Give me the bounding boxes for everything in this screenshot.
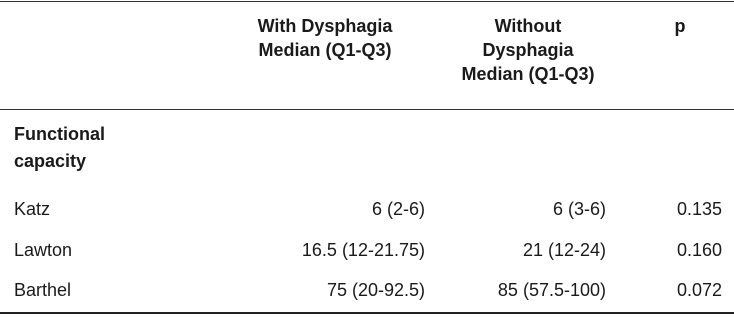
row-label: Katz <box>14 199 51 219</box>
table-row <box>0 192 734 226</box>
header-with-dysphagia-line-1: With Dysphagia <box>257 16 393 36</box>
header-without-dysphagia-line-1: Without <box>494 16 562 36</box>
table-bottom-rule <box>0 312 734 314</box>
section-functional-capacity <box>14 121 105 175</box>
cell-p-value: 0.160 <box>676 240 722 260</box>
header-without-dysphagia <box>448 14 608 86</box>
header-p-label: p <box>674 16 686 36</box>
cell-with-dysphagia: 6 (2-6) <box>371 199 425 219</box>
cell-without-dysphagia: 6 (3-6) <box>552 199 606 219</box>
cell-with-dysphagia: 75 (20-92.5) <box>326 280 425 300</box>
header-p-value <box>655 14 705 38</box>
row-label: Lawton <box>14 240 73 260</box>
cell-without-dysphagia: 21 (12-24) <box>522 240 606 260</box>
cell-with-dysphagia: 16.5 (12-21.75) <box>301 240 425 260</box>
table-row <box>0 233 734 267</box>
section-label-line-1: Functional <box>14 124 105 144</box>
table-row <box>0 273 734 307</box>
header-with-dysphagia-line-2: Median (Q1-Q3) <box>258 40 392 60</box>
section-label-line-2: capacity <box>14 151 87 171</box>
table-top-rule <box>0 1 734 2</box>
cell-p-value: 0.072 <box>676 280 722 300</box>
table-header-rule <box>0 109 734 110</box>
header-with-dysphagia <box>245 14 405 62</box>
row-label: Barthel <box>14 280 72 300</box>
cell-without-dysphagia: 85 (57.5-100) <box>497 280 606 300</box>
header-without-dysphagia-line-3: Median (Q1-Q3) <box>461 64 595 84</box>
header-without-dysphagia-line-2: Dysphagia <box>482 40 574 60</box>
cell-p-value: 0.135 <box>676 199 722 219</box>
